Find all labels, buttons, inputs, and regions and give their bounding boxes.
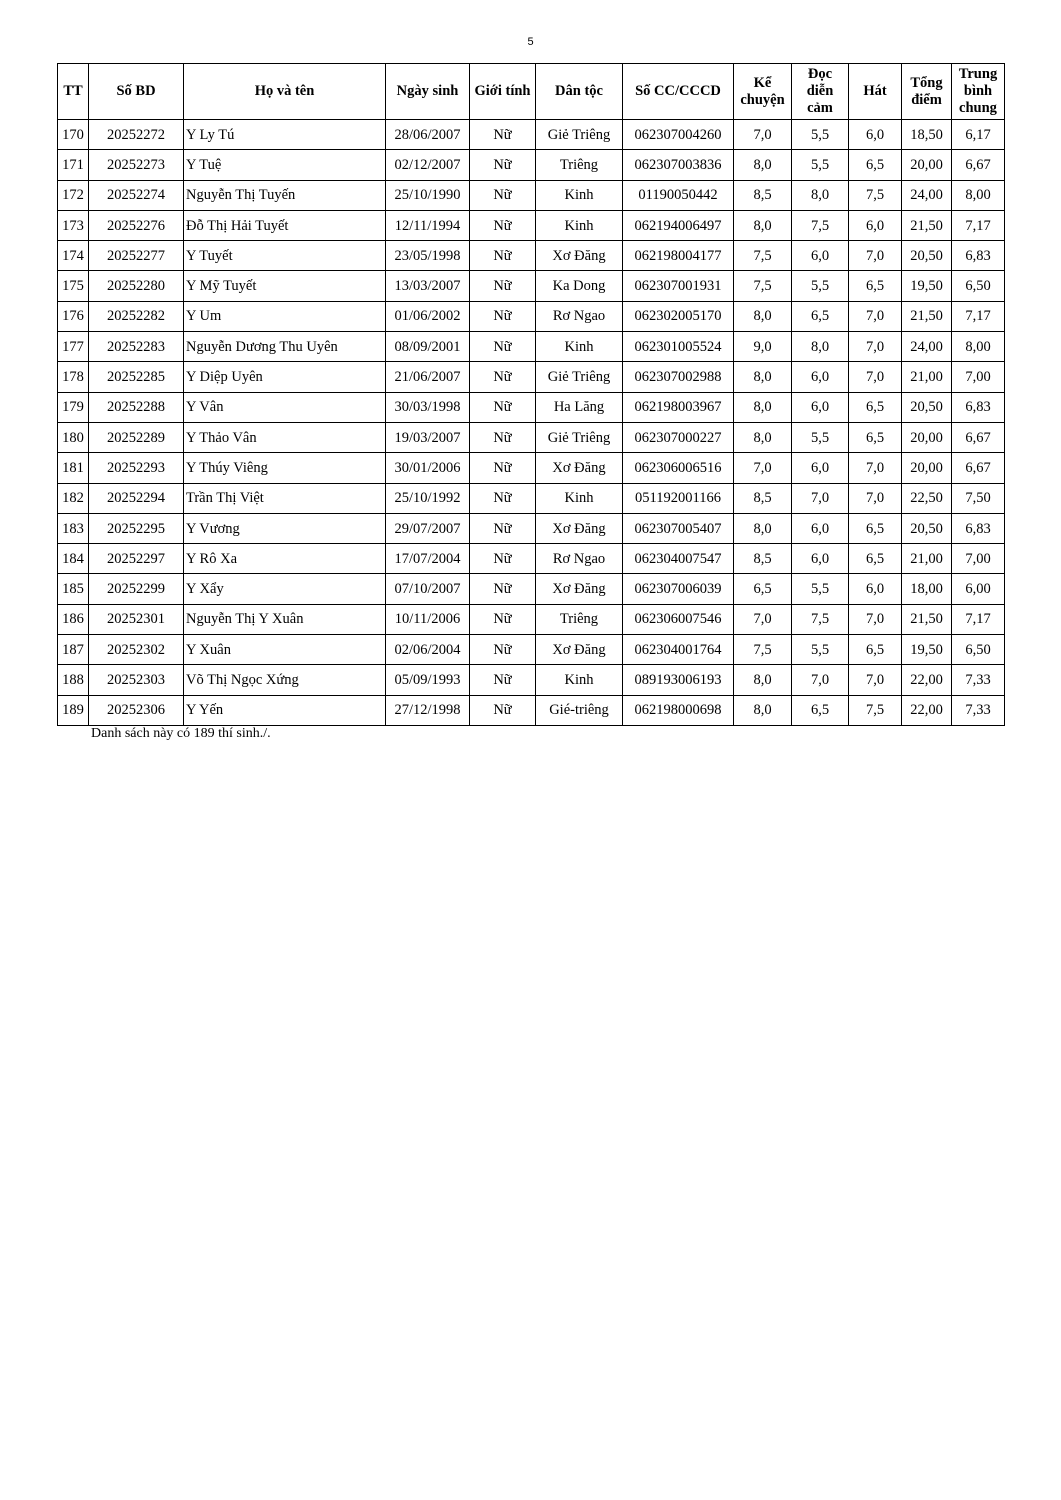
cell-ngay-sinh: 25/10/1992	[386, 483, 470, 513]
table-row	[58, 635, 1005, 665]
cell-doc-dien-cam: 5,5	[792, 635, 849, 665]
cell-dan-toc: Triêng	[536, 604, 623, 634]
table-row	[58, 180, 1005, 210]
header-tong-diem: Tổng điểm	[902, 64, 952, 120]
cell-hat: 6,5	[849, 635, 902, 665]
cell-tt: 173	[58, 210, 89, 240]
cell-hat: 6,5	[849, 422, 902, 452]
cell-dan-toc: Giẻ Triêng	[536, 120, 623, 150]
cell-trung-binh: 7,33	[952, 665, 1005, 695]
cell-trung-binh: 6,00	[952, 574, 1005, 604]
cell-tong-diem: 21,50	[902, 301, 952, 331]
cell-ke-chuyen: 8,0	[734, 150, 792, 180]
cell-trung-binh: 8,00	[952, 180, 1005, 210]
table-row	[58, 483, 1005, 513]
cell-doc-dien-cam: 6,0	[792, 241, 849, 271]
cell-doc-dien-cam: 5,5	[792, 271, 849, 301]
cell-dan-toc: Gié-triêng	[536, 695, 623, 725]
table-row	[58, 210, 1005, 240]
cell-ngay-sinh: 30/03/1998	[386, 392, 470, 422]
cell-cccd: 062198003967	[623, 392, 734, 422]
header-dan-toc: Dân tộc	[536, 64, 623, 120]
cell-cccd: 062306006516	[623, 453, 734, 483]
cell-tt: 187	[58, 635, 89, 665]
table-row	[58, 150, 1005, 180]
cell-gioi-tinh: Nữ	[470, 301, 536, 331]
cell-hat: 6,0	[849, 574, 902, 604]
table-row	[58, 604, 1005, 634]
cell-ho-ten: Y Thúy Viêng	[184, 453, 386, 483]
cell-doc-dien-cam: 5,5	[792, 150, 849, 180]
cell-so-bd: 20252272	[89, 120, 184, 150]
cell-ho-ten: Trần Thị Việt	[184, 483, 386, 513]
cell-trung-binh: 6,17	[952, 120, 1005, 150]
cell-dan-toc: Triêng	[536, 150, 623, 180]
cell-trung-binh: 8,00	[952, 332, 1005, 362]
cell-trung-binh: 6,83	[952, 513, 1005, 543]
cell-tong-diem: 20,00	[902, 453, 952, 483]
cell-hat: 6,0	[849, 120, 902, 150]
cell-doc-dien-cam: 6,0	[792, 453, 849, 483]
cell-gioi-tinh: Nữ	[470, 392, 536, 422]
cell-hat: 7,0	[849, 362, 902, 392]
header-hat: Hát	[849, 64, 902, 120]
header-ke-chuyen: Kể chuyện	[734, 64, 792, 120]
cell-dan-toc: Rơ Ngao	[536, 544, 623, 574]
candidate-table	[57, 63, 1005, 726]
cell-tong-diem: 21,00	[902, 544, 952, 574]
cell-dan-toc: Giẻ Triêng	[536, 362, 623, 392]
cell-ho-ten: Y Vân	[184, 392, 386, 422]
cell-ngay-sinh: 25/10/1990	[386, 180, 470, 210]
cell-dan-toc: Kinh	[536, 210, 623, 240]
cell-doc-dien-cam: 5,5	[792, 574, 849, 604]
cell-tt: 174	[58, 241, 89, 271]
cell-ke-chuyen: 8,0	[734, 392, 792, 422]
cell-gioi-tinh: Nữ	[470, 635, 536, 665]
table-row	[58, 422, 1005, 452]
cell-trung-binh: 7,33	[952, 695, 1005, 725]
cell-trung-binh: 7,50	[952, 483, 1005, 513]
cell-cccd: 062307001931	[623, 271, 734, 301]
table-row	[58, 362, 1005, 392]
cell-hat: 7,0	[849, 665, 902, 695]
cell-ngay-sinh: 29/07/2007	[386, 513, 470, 543]
table-row	[58, 544, 1005, 574]
cell-ngay-sinh: 10/11/2006	[386, 604, 470, 634]
cell-cccd: 062198004177	[623, 241, 734, 271]
cell-trung-binh: 7,17	[952, 210, 1005, 240]
cell-tt: 176	[58, 301, 89, 331]
cell-tt: 178	[58, 362, 89, 392]
cell-ngay-sinh: 05/09/1993	[386, 665, 470, 695]
cell-dan-toc: Kinh	[536, 665, 623, 695]
cell-tong-diem: 22,00	[902, 695, 952, 725]
cell-ho-ten: Nguyễn Dương Thu Uyên	[184, 332, 386, 362]
cell-cccd: 062302005170	[623, 301, 734, 331]
cell-doc-dien-cam: 7,0	[792, 665, 849, 695]
cell-doc-dien-cam: 7,5	[792, 604, 849, 634]
table-row	[58, 574, 1005, 604]
cell-ngay-sinh: 02/06/2004	[386, 635, 470, 665]
cell-gioi-tinh: Nữ	[470, 665, 536, 695]
cell-so-bd: 20252303	[89, 665, 184, 695]
cell-ke-chuyen: 7,0	[734, 453, 792, 483]
cell-so-bd: 20252302	[89, 635, 184, 665]
cell-so-bd: 20252293	[89, 453, 184, 483]
cell-tt: 185	[58, 574, 89, 604]
cell-ke-chuyen: 7,5	[734, 635, 792, 665]
cell-tt: 179	[58, 392, 89, 422]
cell-ho-ten: Y Xẩy	[184, 574, 386, 604]
cell-trung-binh: 6,83	[952, 392, 1005, 422]
cell-ke-chuyen: 7,5	[734, 271, 792, 301]
cell-ngay-sinh: 27/12/1998	[386, 695, 470, 725]
cell-dan-toc: Xơ Đăng	[536, 513, 623, 543]
cell-tong-diem: 21,00	[902, 362, 952, 392]
cell-gioi-tinh: Nữ	[470, 544, 536, 574]
cell-hat: 7,0	[849, 332, 902, 362]
cell-gioi-tinh: Nữ	[470, 604, 536, 634]
cell-dan-toc: Xơ Đăng	[536, 574, 623, 604]
cell-ngay-sinh: 30/01/2006	[386, 453, 470, 483]
cell-doc-dien-cam: 7,0	[792, 483, 849, 513]
table-row	[58, 301, 1005, 331]
cell-tong-diem: 21,50	[902, 604, 952, 634]
header-trung-binh: Trung bình chung	[952, 64, 1005, 120]
cell-so-bd: 20252301	[89, 604, 184, 634]
cell-hat: 7,0	[849, 483, 902, 513]
cell-tt: 182	[58, 483, 89, 513]
cell-so-bd: 20252277	[89, 241, 184, 271]
cell-tt: 170	[58, 120, 89, 150]
table-row	[58, 695, 1005, 725]
cell-so-bd: 20252283	[89, 332, 184, 362]
cell-doc-dien-cam: 8,0	[792, 332, 849, 362]
cell-trung-binh: 7,17	[952, 301, 1005, 331]
cell-hat: 7,5	[849, 695, 902, 725]
cell-ho-ten: Y Ly Tú	[184, 120, 386, 150]
cell-ho-ten: Y Thảo Vân	[184, 422, 386, 452]
cell-tong-diem: 20,50	[902, 392, 952, 422]
cell-dan-toc: Xơ Đăng	[536, 635, 623, 665]
cell-so-bd: 20252276	[89, 210, 184, 240]
cell-ke-chuyen: 8,0	[734, 695, 792, 725]
cell-cccd: 01190050442	[623, 180, 734, 210]
cell-so-bd: 20252295	[89, 513, 184, 543]
cell-tong-diem: 18,50	[902, 120, 952, 150]
cell-trung-binh: 7,00	[952, 544, 1005, 574]
cell-tt: 177	[58, 332, 89, 362]
cell-ho-ten: Y Rô Xa	[184, 544, 386, 574]
cell-trung-binh: 7,00	[952, 362, 1005, 392]
cell-cccd: 089193006193	[623, 665, 734, 695]
cell-tt: 189	[58, 695, 89, 725]
cell-tt: 180	[58, 422, 89, 452]
table-row	[58, 392, 1005, 422]
cell-gioi-tinh: Nữ	[470, 483, 536, 513]
cell-tt: 186	[58, 604, 89, 634]
cell-cccd: 051192001166	[623, 483, 734, 513]
cell-ho-ten: Y Tuệ	[184, 150, 386, 180]
cell-ho-ten: Đỗ Thị Hải Tuyết	[184, 210, 386, 240]
cell-ho-ten: Nguyễn Thị Y Xuân	[184, 604, 386, 634]
cell-tong-diem: 18,00	[902, 574, 952, 604]
cell-tt: 188	[58, 665, 89, 695]
table-body	[58, 120, 1005, 726]
cell-tong-diem: 20,50	[902, 241, 952, 271]
cell-dan-toc: Kinh	[536, 332, 623, 362]
cell-gioi-tinh: Nữ	[470, 362, 536, 392]
cell-ke-chuyen: 8,0	[734, 513, 792, 543]
cell-gioi-tinh: Nữ	[470, 150, 536, 180]
cell-tong-diem: 20,00	[902, 422, 952, 452]
cell-gioi-tinh: Nữ	[470, 332, 536, 362]
cell-ho-ten: Y Um	[184, 301, 386, 331]
cell-dan-toc: Xơ Đăng	[536, 241, 623, 271]
cell-trung-binh: 6,67	[952, 150, 1005, 180]
cell-ngay-sinh: 13/03/2007	[386, 271, 470, 301]
cell-tong-diem: 24,00	[902, 332, 952, 362]
cell-hat: 7,0	[849, 301, 902, 331]
cell-tong-diem: 21,50	[902, 210, 952, 240]
cell-doc-dien-cam: 8,0	[792, 180, 849, 210]
cell-gioi-tinh: Nữ	[470, 513, 536, 543]
header-ho-ten: Họ và tên	[184, 64, 386, 120]
cell-hat: 7,5	[849, 180, 902, 210]
cell-hat: 7,0	[849, 241, 902, 271]
cell-cccd: 062307000227	[623, 422, 734, 452]
cell-ho-ten: Y Diệp Uyên	[184, 362, 386, 392]
cell-so-bd: 20252299	[89, 574, 184, 604]
cell-ke-chuyen: 6,5	[734, 574, 792, 604]
cell-dan-toc: Ha Lăng	[536, 392, 623, 422]
cell-doc-dien-cam: 6,0	[792, 362, 849, 392]
cell-ke-chuyen: 8,0	[734, 665, 792, 695]
cell-cccd: 062301005524	[623, 332, 734, 362]
cell-gioi-tinh: Nữ	[470, 180, 536, 210]
table-row	[58, 241, 1005, 271]
cell-gioi-tinh: Nữ	[470, 210, 536, 240]
cell-trung-binh: 7,17	[952, 604, 1005, 634]
cell-ke-chuyen: 8,0	[734, 301, 792, 331]
table-row	[58, 120, 1005, 150]
cell-ke-chuyen: 7,5	[734, 241, 792, 271]
cell-cccd: 062307006039	[623, 574, 734, 604]
cell-tong-diem: 24,00	[902, 180, 952, 210]
cell-hat: 7,0	[849, 453, 902, 483]
cell-so-bd: 20252288	[89, 392, 184, 422]
cell-ngay-sinh: 21/06/2007	[386, 362, 470, 392]
cell-tong-diem: 19,50	[902, 635, 952, 665]
cell-dan-toc: Kinh	[536, 180, 623, 210]
cell-gioi-tinh: Nữ	[470, 241, 536, 271]
cell-hat: 7,0	[849, 604, 902, 634]
cell-ke-chuyen: 8,5	[734, 180, 792, 210]
cell-dan-toc: Kinh	[536, 483, 623, 513]
cell-so-bd: 20252282	[89, 301, 184, 331]
cell-ngay-sinh: 17/07/2004	[386, 544, 470, 574]
header-tt: TT	[58, 64, 89, 120]
cell-so-bd: 20252280	[89, 271, 184, 301]
cell-doc-dien-cam: 5,5	[792, 120, 849, 150]
header-doc-dien-cam: Đọc diễn cảm	[792, 64, 849, 120]
cell-trung-binh: 6,67	[952, 453, 1005, 483]
cell-tong-diem: 20,00	[902, 150, 952, 180]
cell-doc-dien-cam: 6,0	[792, 392, 849, 422]
table-row	[58, 271, 1005, 301]
cell-dan-toc: Giẻ Triêng	[536, 422, 623, 452]
cell-trung-binh: 6,83	[952, 241, 1005, 271]
cell-trung-binh: 6,50	[952, 635, 1005, 665]
cell-ngay-sinh: 01/06/2002	[386, 301, 470, 331]
cell-ke-chuyen: 7,0	[734, 120, 792, 150]
header-cccd: Số CC/CCCD	[623, 64, 734, 120]
cell-cccd: 062306007546	[623, 604, 734, 634]
cell-so-bd: 20252285	[89, 362, 184, 392]
cell-cccd: 062304007547	[623, 544, 734, 574]
cell-ngay-sinh: 28/06/2007	[386, 120, 470, 150]
cell-doc-dien-cam: 6,0	[792, 513, 849, 543]
cell-so-bd: 20252297	[89, 544, 184, 574]
cell-ho-ten: Nguyễn Thị Tuyến	[184, 180, 386, 210]
cell-tt: 172	[58, 180, 89, 210]
cell-cccd: 062307004260	[623, 120, 734, 150]
cell-cccd: 062304001764	[623, 635, 734, 665]
cell-dan-toc: Rơ Ngao	[536, 301, 623, 331]
cell-hat: 6,5	[849, 513, 902, 543]
cell-doc-dien-cam: 6,5	[792, 301, 849, 331]
cell-cccd: 062307005407	[623, 513, 734, 543]
cell-ho-ten: Y Tuyết	[184, 241, 386, 271]
cell-so-bd: 20252273	[89, 150, 184, 180]
cell-tt: 175	[58, 271, 89, 301]
cell-cccd: 062307003836	[623, 150, 734, 180]
cell-gioi-tinh: Nữ	[470, 422, 536, 452]
cell-hat: 6,5	[849, 271, 902, 301]
cell-ho-ten: Y Mỹ Tuyết	[184, 271, 386, 301]
cell-trung-binh: 6,67	[952, 422, 1005, 452]
cell-so-bd: 20252306	[89, 695, 184, 725]
cell-so-bd: 20252274	[89, 180, 184, 210]
cell-cccd: 062194006497	[623, 210, 734, 240]
cell-ke-chuyen: 7,0	[734, 604, 792, 634]
cell-ho-ten: Y Yến	[184, 695, 386, 725]
cell-doc-dien-cam: 6,5	[792, 695, 849, 725]
cell-cccd: 062198000698	[623, 695, 734, 725]
cell-ngay-sinh: 12/11/1994	[386, 210, 470, 240]
cell-ngay-sinh: 19/03/2007	[386, 422, 470, 452]
cell-hat: 6,5	[849, 150, 902, 180]
cell-tt: 183	[58, 513, 89, 543]
cell-ke-chuyen: 8,0	[734, 362, 792, 392]
page-number: 5	[527, 36, 534, 48]
cell-tong-diem: 22,00	[902, 665, 952, 695]
cell-ngay-sinh: 02/12/2007	[386, 150, 470, 180]
cell-ho-ten: Y Xuân	[184, 635, 386, 665]
header-so-bd: Số BD	[89, 64, 184, 120]
cell-tong-diem: 22,50	[902, 483, 952, 513]
cell-tt: 171	[58, 150, 89, 180]
cell-ke-chuyen: 8,5	[734, 483, 792, 513]
footer-note: Danh sách này có 189 thí sinh./.	[91, 726, 271, 741]
table-row	[58, 665, 1005, 695]
cell-dan-toc: Xơ Đăng	[536, 453, 623, 483]
cell-gioi-tinh: Nữ	[470, 120, 536, 150]
cell-doc-dien-cam: 6,0	[792, 544, 849, 574]
header-gioi-tinh: Giới tính	[470, 64, 536, 120]
cell-ngay-sinh: 08/09/2001	[386, 332, 470, 362]
header-ngay-sinh: Ngày sinh	[386, 64, 470, 120]
table-row	[58, 513, 1005, 543]
cell-tong-diem: 20,50	[902, 513, 952, 543]
cell-gioi-tinh: Nữ	[470, 453, 536, 483]
cell-ke-chuyen: 8,0	[734, 422, 792, 452]
cell-cccd: 062307002988	[623, 362, 734, 392]
cell-so-bd: 20252289	[89, 422, 184, 452]
cell-gioi-tinh: Nữ	[470, 695, 536, 725]
cell-gioi-tinh: Nữ	[470, 574, 536, 604]
cell-so-bd: 20252294	[89, 483, 184, 513]
cell-ke-chuyen: 8,0	[734, 210, 792, 240]
cell-hat: 6,0	[849, 210, 902, 240]
cell-trung-binh: 6,50	[952, 271, 1005, 301]
cell-ke-chuyen: 8,5	[734, 544, 792, 574]
table-row	[58, 453, 1005, 483]
cell-ke-chuyen: 9,0	[734, 332, 792, 362]
cell-doc-dien-cam: 7,5	[792, 210, 849, 240]
cell-tong-diem: 19,50	[902, 271, 952, 301]
cell-doc-dien-cam: 5,5	[792, 422, 849, 452]
cell-hat: 6,5	[849, 544, 902, 574]
cell-dan-toc: Ka Dong	[536, 271, 623, 301]
cell-tt: 181	[58, 453, 89, 483]
cell-gioi-tinh: Nữ	[470, 271, 536, 301]
cell-hat: 6,5	[849, 392, 902, 422]
cell-ho-ten: Võ Thị Ngọc Xứng	[184, 665, 386, 695]
cell-ho-ten: Y Vương	[184, 513, 386, 543]
table-row	[58, 332, 1005, 362]
cell-ngay-sinh: 23/05/1998	[386, 241, 470, 271]
cell-ngay-sinh: 07/10/2007	[386, 574, 470, 604]
table-header-row	[58, 64, 1005, 120]
cell-tt: 184	[58, 544, 89, 574]
